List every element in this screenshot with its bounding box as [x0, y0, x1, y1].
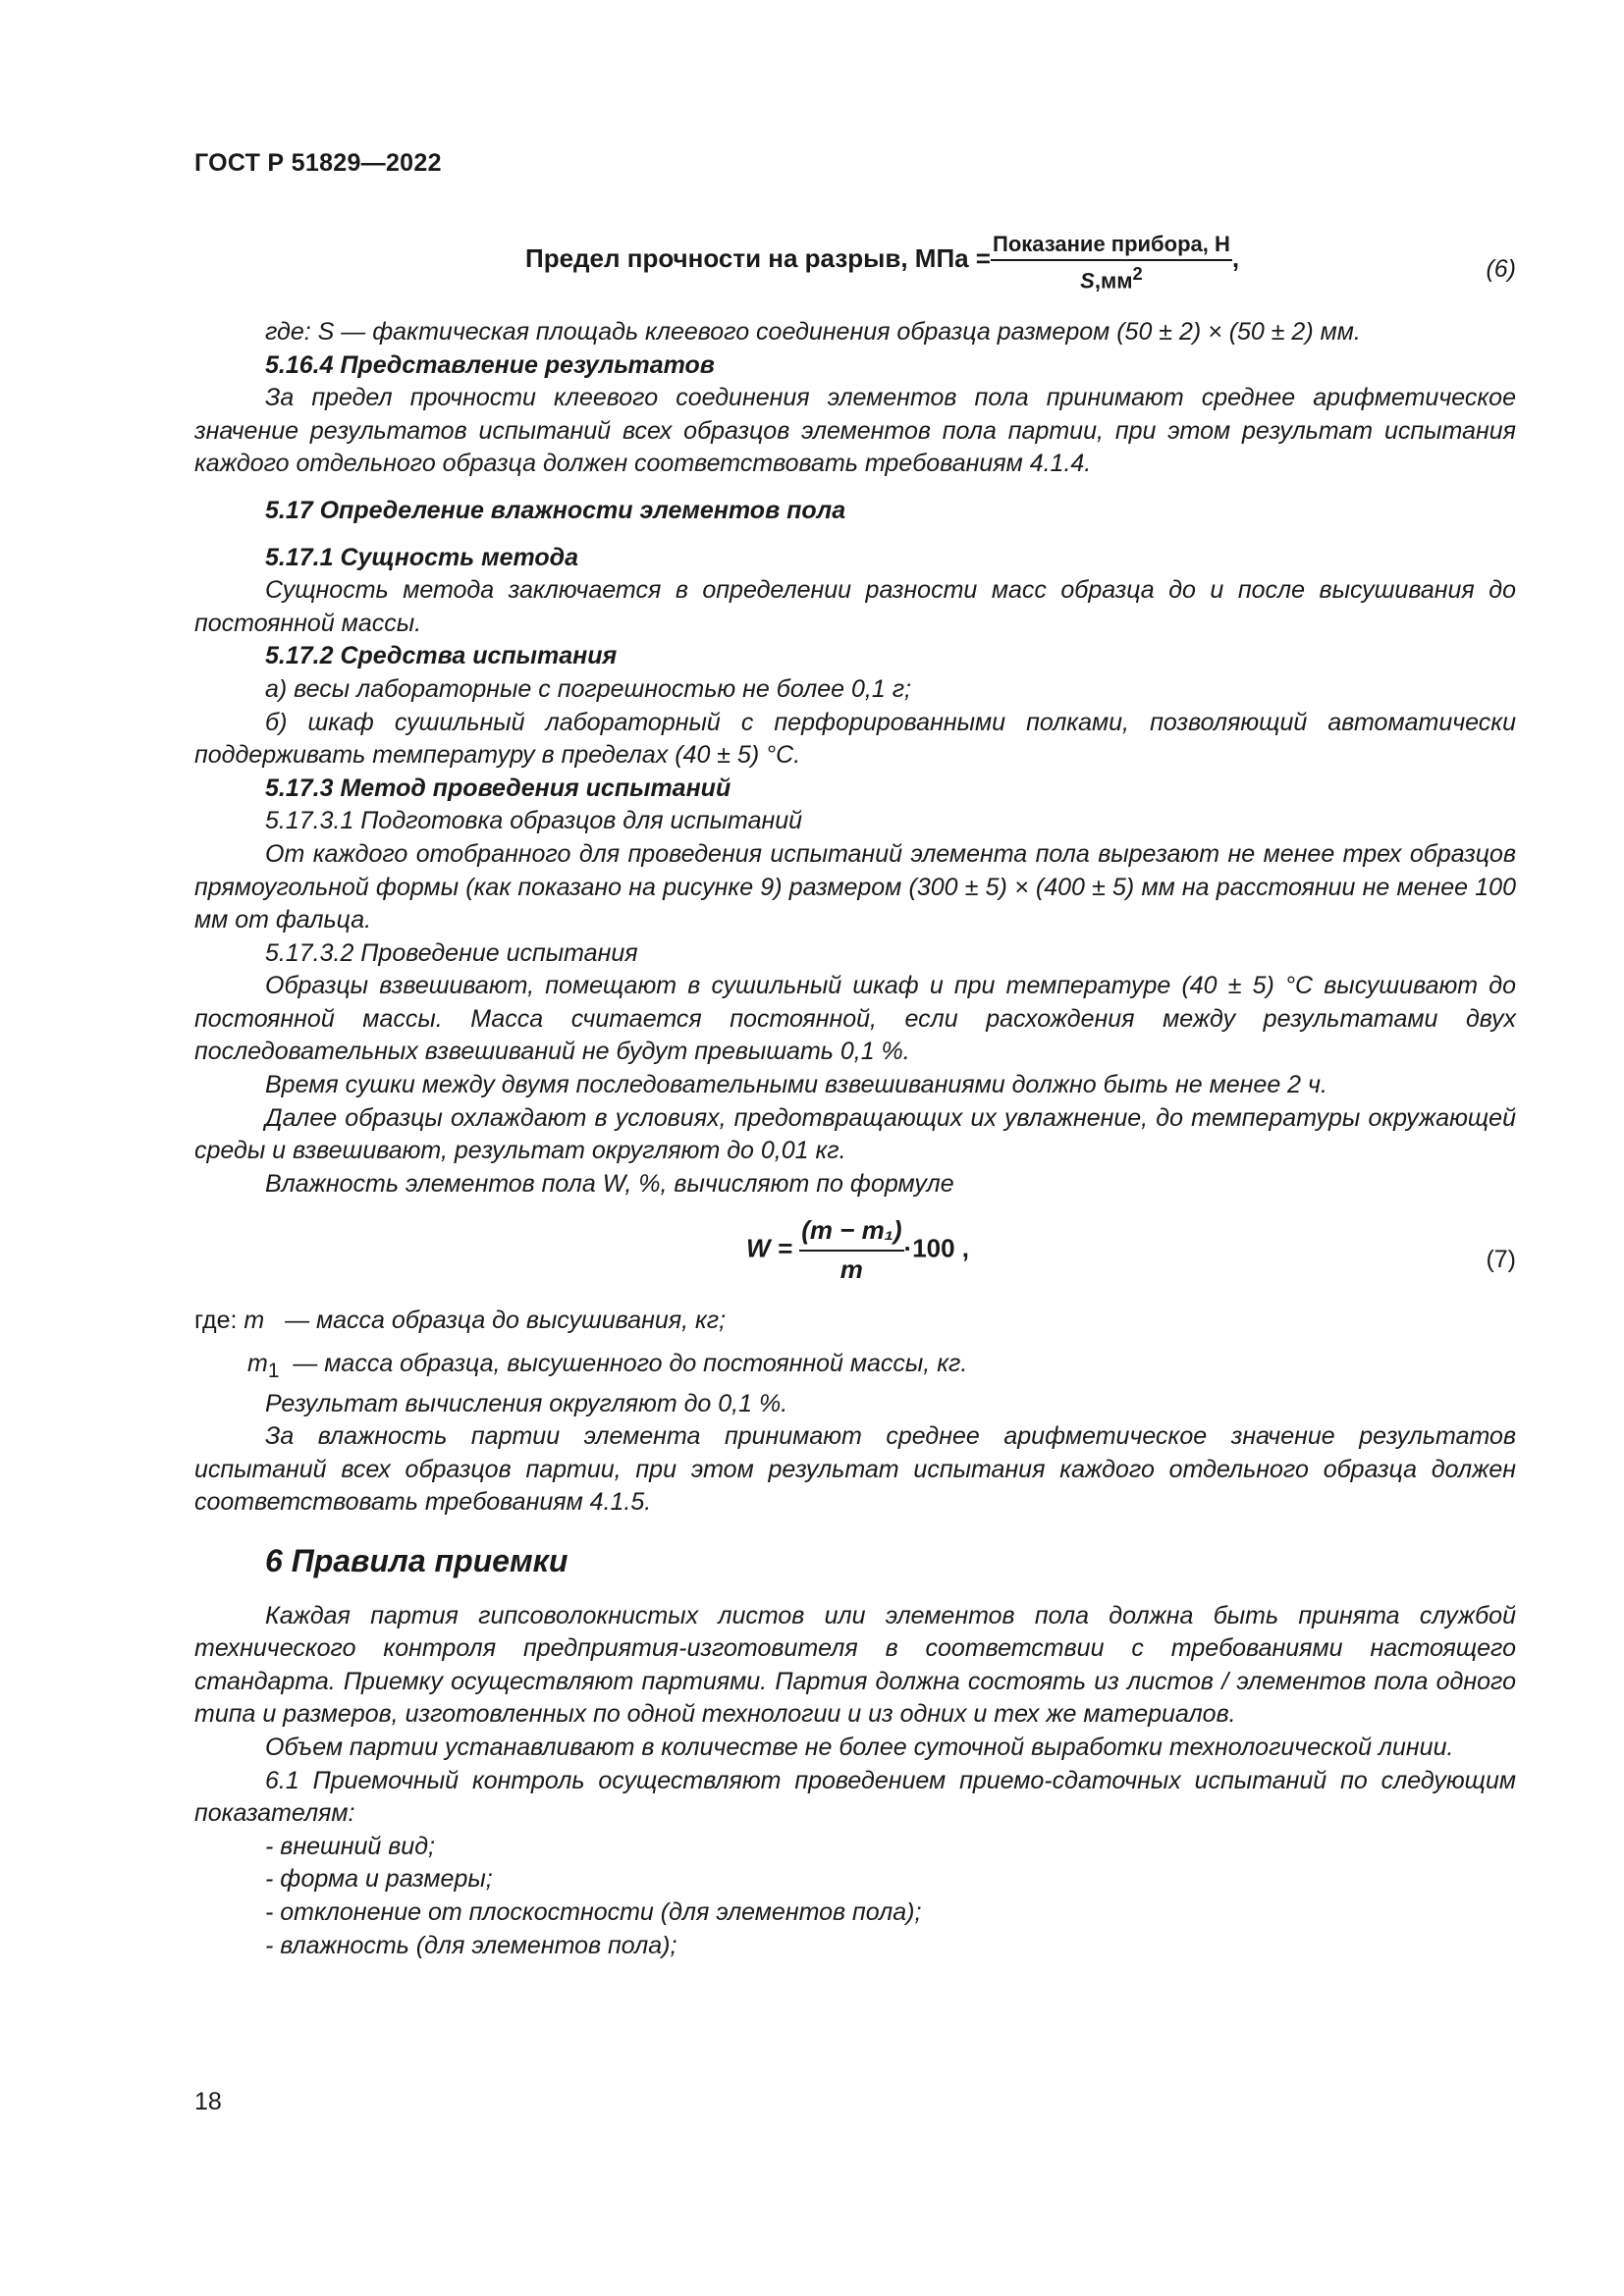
formula-7 — [194, 1201, 1516, 1301]
formula-7-number: (7) — [1486, 1246, 1516, 1274]
where-7-m: где: m — масса образца до высушивания, кг; — [194, 1307, 727, 1335]
para-6-1: 6.1 Приемочный контроль осуществляют проведением приемо-сдаточных испытаний по следующим показателям: — [194, 1766, 1516, 1828]
para-5-17-3-2-d: Влажность элементов пола W, %, вычисляют по формуле — [265, 1169, 954, 1198]
formula-6-trail: , — [1231, 242, 1240, 273]
para-5-17-1: Сущность метода заключается в определении разности масс образца до и после высушивания до постоянной массы. — [194, 576, 1516, 637]
heading-5-17: 5.17 Определение влажности элементов пола — [265, 496, 846, 524]
formula-7-lhs: W = — [746, 1233, 792, 1263]
para-5-17-2-b: б) шкаф сушильный лабораторный с перфорированными полками, позволяющий автоматически поддерживать температуру в пределах (40 ± 5) °С. — [194, 708, 1516, 770]
list-item: - внешний вид; — [265, 1832, 435, 1860]
heading-5-17-3-2: 5.17.3.2 Проведение испытания — [265, 938, 638, 967]
para-5-17-3-2-c: Далее образцы охлаждают в условиях, предотвращающих их увлажнение, до температуры окружающей среды и взвешивают, результат округляют до 0,01 кг. — [194, 1103, 1516, 1165]
formula-6-numerator: Показание прибора, Н — [991, 232, 1232, 261]
formula-6-denominator: $S,мм^2$ — [1080, 263, 1143, 294]
para-5-17-2-a: а) весы лабораторные с погрешностью не более 0,1 г; — [265, 674, 911, 703]
formula-7-numerator: (m − m₁) — [799, 1214, 903, 1252]
heading-5-17-2: 5.17.2 Средства испытания — [265, 642, 618, 670]
formula-6 — [194, 224, 1516, 302]
heading-5-16-4: 5.16.4 Представление результатов — [265, 350, 715, 379]
list-item: - форма и размеры; — [265, 1865, 493, 1894]
heading-5-17-3: 5.17.3 Метод проведения испытаний — [265, 774, 731, 802]
page-number: 18 — [194, 2088, 222, 2115]
heading-5-17-3-1: 5.17.3.1 Подготовка образцов для испытаний — [265, 807, 803, 835]
document-header: ГОСТ Р 51829—2022 — [194, 149, 442, 177]
where-7-m1: $m_1$ — масса образца, высушенного до постоянной массы, кг. — [247, 1350, 968, 1383]
para-5-16-4: За предел прочности клеевого соединения элементов пола принимают среднее арифметическое значение результатов испытаний всех образцов элементов пола партии, при этом результат испытания каждого отдельного образца должен соответствовать требованиям 4.1.4. — [194, 384, 1516, 478]
formula-7-rhs: ·100 , — [903, 1233, 970, 1263]
document-body — [194, 316, 1516, 1962]
heading-5-17-1: 5.17.1 Сущность метода — [265, 543, 579, 571]
para-5-17-3-2-a: Образцы взвешивают, помещают в сушильный шкаф и при температуре (40 ± 5) °С высушивают до постоянной массы. Масса считается постоянной, если расхождения между результатами двух последовательных взвешиваний не будут превышать 0,1 %. — [194, 972, 1516, 1066]
para-6-b: Объем партии устанавливают в количестве не более суточной выработки технологической линии. — [265, 1733, 1454, 1761]
para-5-17-3-1: От каждого отобранного для проведения испытаний элемента пола вырезают не менее трех образцов прямоугольной формы (как показано на рисунке 9) размером (300 ± 5) × (400 ± 5) мм на расстоянии не менее 100 мм от фальца. — [194, 839, 1516, 934]
heading-6: 6 Правила приемки — [265, 1543, 568, 1578]
where-6: где: S — фактическая площадь клеевого соединения образца размером (50 ± 2) × (50 ± 2) мм. — [265, 318, 1361, 346]
para-rounding: Результат вычисления округляют до 0,1 %. — [265, 1389, 788, 1417]
formula-6-number: (6) — [1486, 255, 1516, 283]
para-6-a: Каждая партия гипсоволокнистых листов или элементов пола должна быть принята службой технического контроля предприятия-изготовителя в соответствии с требованиями настоящего стандарта. Приемку осуществляют партиями. Партия должна состоять из листов / элементов пола одного типа и размеров, изготовленных по одной технологии и из одних и тех же материалов. — [194, 1601, 1516, 1729]
formula-6-label: Предел прочности на разрыв, МПа = — [525, 242, 991, 273]
list-item: - влажность (для элементов пола); — [265, 1931, 677, 1959]
para-batch-humidity: За влажность партии элемента принимают среднее арифметическое значение результатов испытаний всех образцов партии, при этом результат испытания каждого отдельного образца должен соответствовать требованиям 4.1.5. — [194, 1422, 1516, 1517]
list-item: - отклонение от плоскостности (для элементов пола); — [265, 1897, 922, 1926]
formula-7-denominator: m — [839, 1255, 863, 1285]
para-5-17-3-2-b: Время сушки между двумя последовательными взвешиваниями должно быть не менее 2 ч. — [265, 1071, 1327, 1099]
